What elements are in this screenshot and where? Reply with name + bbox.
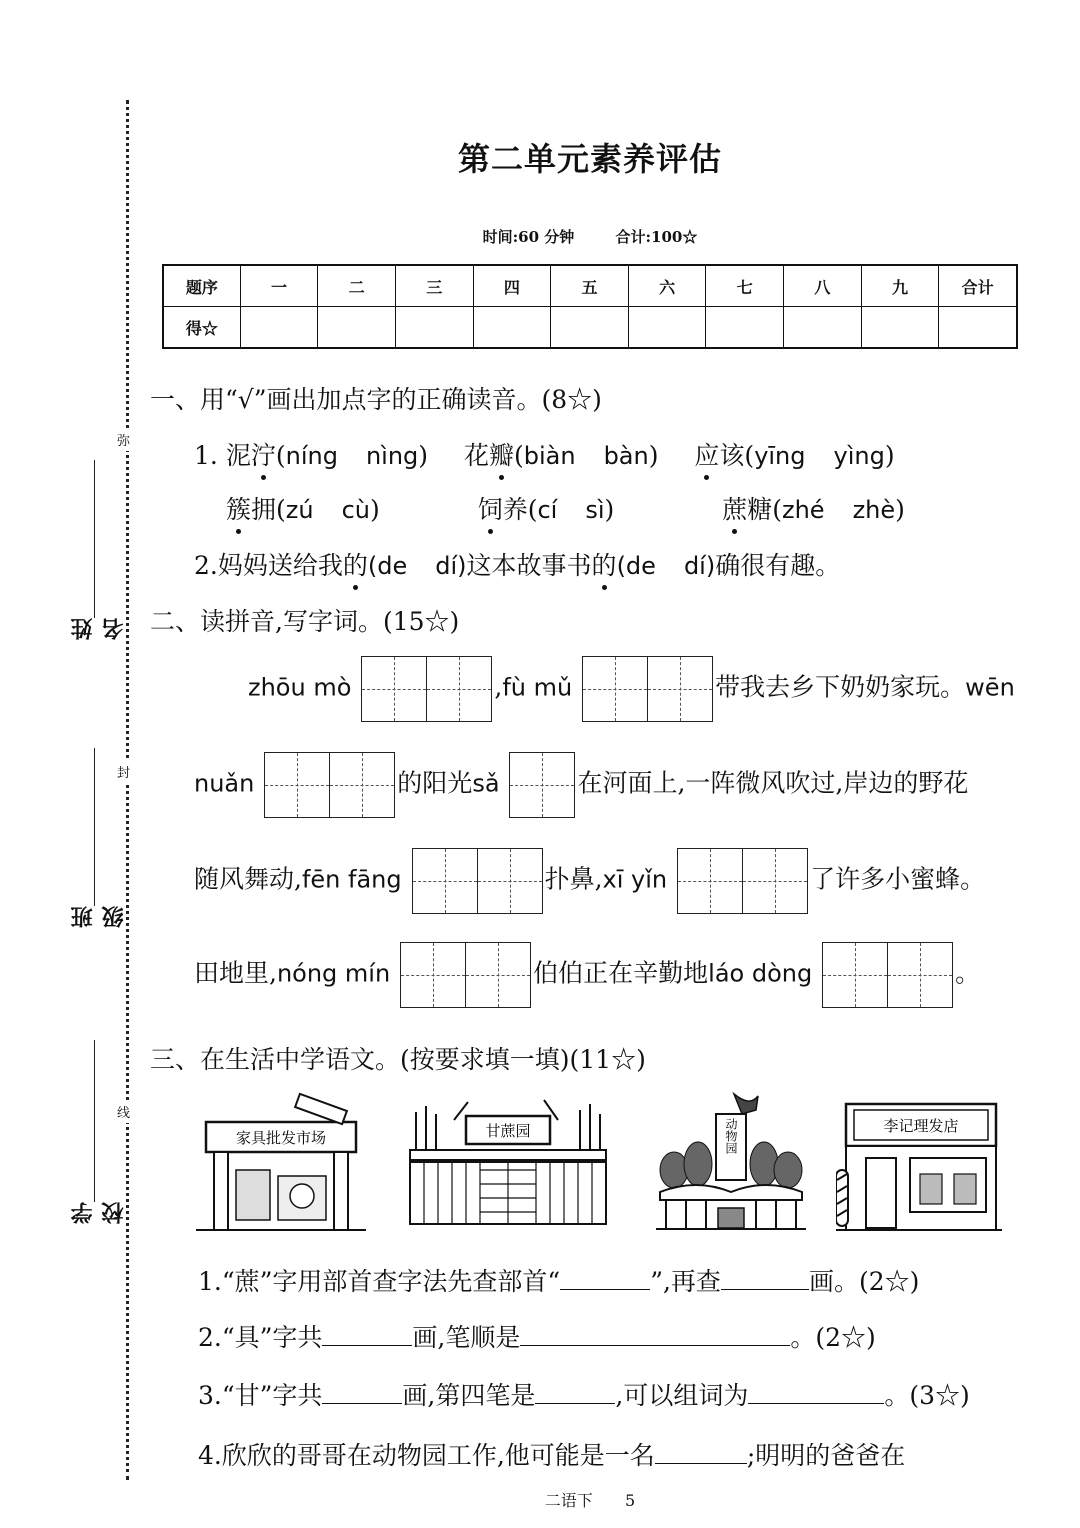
furniture-market-picture — [196, 1092, 366, 1232]
pinyin-item: 簇拥(zú cù) — [226, 495, 380, 524]
barber-shop-picture — [836, 1092, 1002, 1232]
pinyin-option[interactable]: cù — [341, 496, 371, 524]
score-header-cell: 八 — [784, 265, 862, 307]
section2-line2: nuǎn 的阳光sǎ 在河面上,一阵微风吹过,岸边的野花 — [194, 752, 968, 818]
writing-box[interactable] — [400, 942, 531, 1008]
section3-q3: 3.“甘”字共 画,第四笔是 ,可以组词为 。(3☆) — [198, 1381, 970, 1410]
pinyin-option[interactable]: (de — [367, 552, 408, 580]
pinyin-item: 饲养(cí sì) — [478, 495, 615, 524]
q1-label: 1. — [194, 441, 218, 470]
binding-dotted-line — [126, 100, 129, 1480]
binding-char-mi: 弥 — [117, 428, 130, 451]
pinyin-item: 蔗糖(zhé zhè) — [722, 495, 905, 524]
pinyin-option[interactable]: (de — [616, 552, 656, 580]
score-header-cell: 六 — [628, 265, 706, 307]
pinyin-option[interactable]: yìng — [833, 442, 885, 470]
pinyin-item: 花瓣(biàn bàn) — [464, 441, 659, 470]
name-label: 姓名 — [71, 618, 127, 640]
score-cell[interactable] — [628, 307, 706, 349]
market-sign: 家具批发市场 — [235, 1129, 327, 1147]
pinyin-option[interactable]: dí) — [435, 552, 467, 580]
score-cell[interactable] — [318, 307, 396, 349]
score-cell[interactable] — [473, 307, 551, 349]
section3-q2: 2.“具”字共 画,笔顺是 。(2☆) — [198, 1323, 876, 1352]
writing-box[interactable] — [412, 848, 543, 914]
page-number: 5 — [625, 1491, 636, 1510]
writing-box[interactable] — [361, 656, 492, 722]
writing-box[interactable] — [822, 942, 953, 1008]
writing-box[interactable] — [509, 752, 575, 818]
exam-meta — [0, 226, 1080, 247]
score-header-cell: 七 — [706, 265, 784, 307]
class-label: 班级 — [71, 906, 127, 928]
score-cell[interactable] — [551, 307, 629, 349]
score-header-cell: 九 — [861, 265, 939, 307]
score-cell[interactable] — [861, 307, 939, 349]
pinyin-item: 泥泞(níng nìng) — [226, 441, 428, 470]
score-cell[interactable] — [939, 307, 1017, 349]
cane-sign: 甘蔗园 — [485, 1122, 531, 1140]
pinyin-option[interactable]: níng — [285, 442, 338, 470]
section1-q1-row2 — [226, 490, 905, 526]
page-title: 第二单元素养评估 — [457, 140, 722, 178]
answer-blank[interactable] — [535, 1381, 615, 1404]
section3-q1: 1.“蔗”字用部首查字法先查部首“ ”,再查 画。(2☆) — [198, 1267, 920, 1296]
score-table — [162, 264, 1018, 349]
answer-blank[interactable] — [748, 1381, 884, 1404]
zoo-picture — [656, 1092, 806, 1232]
pinyin-option[interactable]: zhè — [852, 496, 896, 524]
pinyin-option[interactable]: biàn — [523, 442, 576, 470]
barber-sign: 李记理发店 — [883, 1117, 959, 1135]
answer-blank[interactable] — [560, 1267, 650, 1290]
answer-blank[interactable] — [322, 1381, 402, 1404]
score-header-cell: 四 — [473, 265, 551, 307]
score-header-cell: 题序 — [163, 265, 240, 307]
score-header-cell: 一 — [240, 265, 318, 307]
score-table-score-row — [163, 307, 1017, 349]
section2-line4: 田地里,nóng mín 伯伯正在辛勤地láo dòng 。 — [194, 942, 980, 1008]
section2-line1: zhōu mò ,fù mǔ 带我去乡下奶奶家玩。wēn — [248, 656, 1015, 722]
page-footer — [0, 1488, 1080, 1511]
score-header-cell: 三 — [395, 265, 473, 307]
binding-char-feng: 封 — [117, 760, 130, 783]
section1-heading: 一、用“√”画出加点字的正确读音。(8☆) — [150, 385, 602, 414]
score-header-cell: 五 — [551, 265, 629, 307]
sugarcane-garden-picture — [408, 1092, 608, 1232]
total-score: 合计:100☆ — [615, 228, 698, 246]
answer-blank[interactable] — [322, 1323, 412, 1346]
score-cell[interactable] — [240, 307, 318, 349]
section1-q1-row1 — [194, 436, 895, 472]
section3-q4: 4.欣欣的哥哥在动物园工作,他可能是一名 ;明明的爸爸在 — [198, 1441, 906, 1470]
answer-blank[interactable] — [655, 1441, 747, 1464]
score-header-cell: 合计 — [939, 265, 1017, 307]
section2-heading: 二、读拼音,写字词。(15☆) — [150, 607, 460, 636]
pinyin-option[interactable]: zú — [285, 496, 314, 524]
pinyin-option[interactable]: cí — [537, 496, 558, 524]
pinyin-option[interactable]: dí) — [683, 552, 716, 580]
writing-box[interactable] — [677, 848, 808, 914]
pinyin-option[interactable]: bàn — [603, 442, 649, 470]
score-row-label: 得☆ — [163, 307, 240, 349]
writing-box[interactable] — [264, 752, 395, 818]
pinyin-item: 应该(yīng yìng) — [694, 441, 894, 470]
writing-box[interactable] — [582, 656, 713, 722]
book-label: 二语下 — [544, 1491, 593, 1510]
pinyin-option[interactable]: sì — [585, 496, 605, 524]
score-cell[interactable] — [706, 307, 784, 349]
section2-line3: 随风舞动,fēn fāng 扑鼻,xī yǐn 了许多小蜜蜂。 — [194, 848, 985, 914]
school-label: 学校 — [71, 1202, 127, 1224]
section1-q2: 2.妈妈送给我的(de dí)这本故事书的(de dí)确很有趣。 — [194, 546, 840, 582]
score-header-cell: 二 — [318, 265, 396, 307]
section3-heading: 三、在生活中学语文。(按要求填一填)(11☆) — [150, 1045, 646, 1074]
score-cell[interactable] — [395, 307, 473, 349]
score-table-header-row — [163, 265, 1017, 307]
answer-blank[interactable] — [721, 1267, 809, 1290]
binding-char-xian: 线 — [117, 1100, 130, 1123]
time-limit: 时间:60 分钟 — [482, 228, 575, 246]
answer-blank[interactable] — [520, 1323, 790, 1346]
pinyin-option[interactable]: zhé — [782, 496, 825, 524]
zoo-sign-1: 动物园 — [724, 1118, 738, 1154]
pinyin-option[interactable]: nìng — [365, 442, 419, 470]
pinyin-option[interactable]: yīng — [754, 442, 806, 470]
score-cell[interactable] — [784, 307, 862, 349]
